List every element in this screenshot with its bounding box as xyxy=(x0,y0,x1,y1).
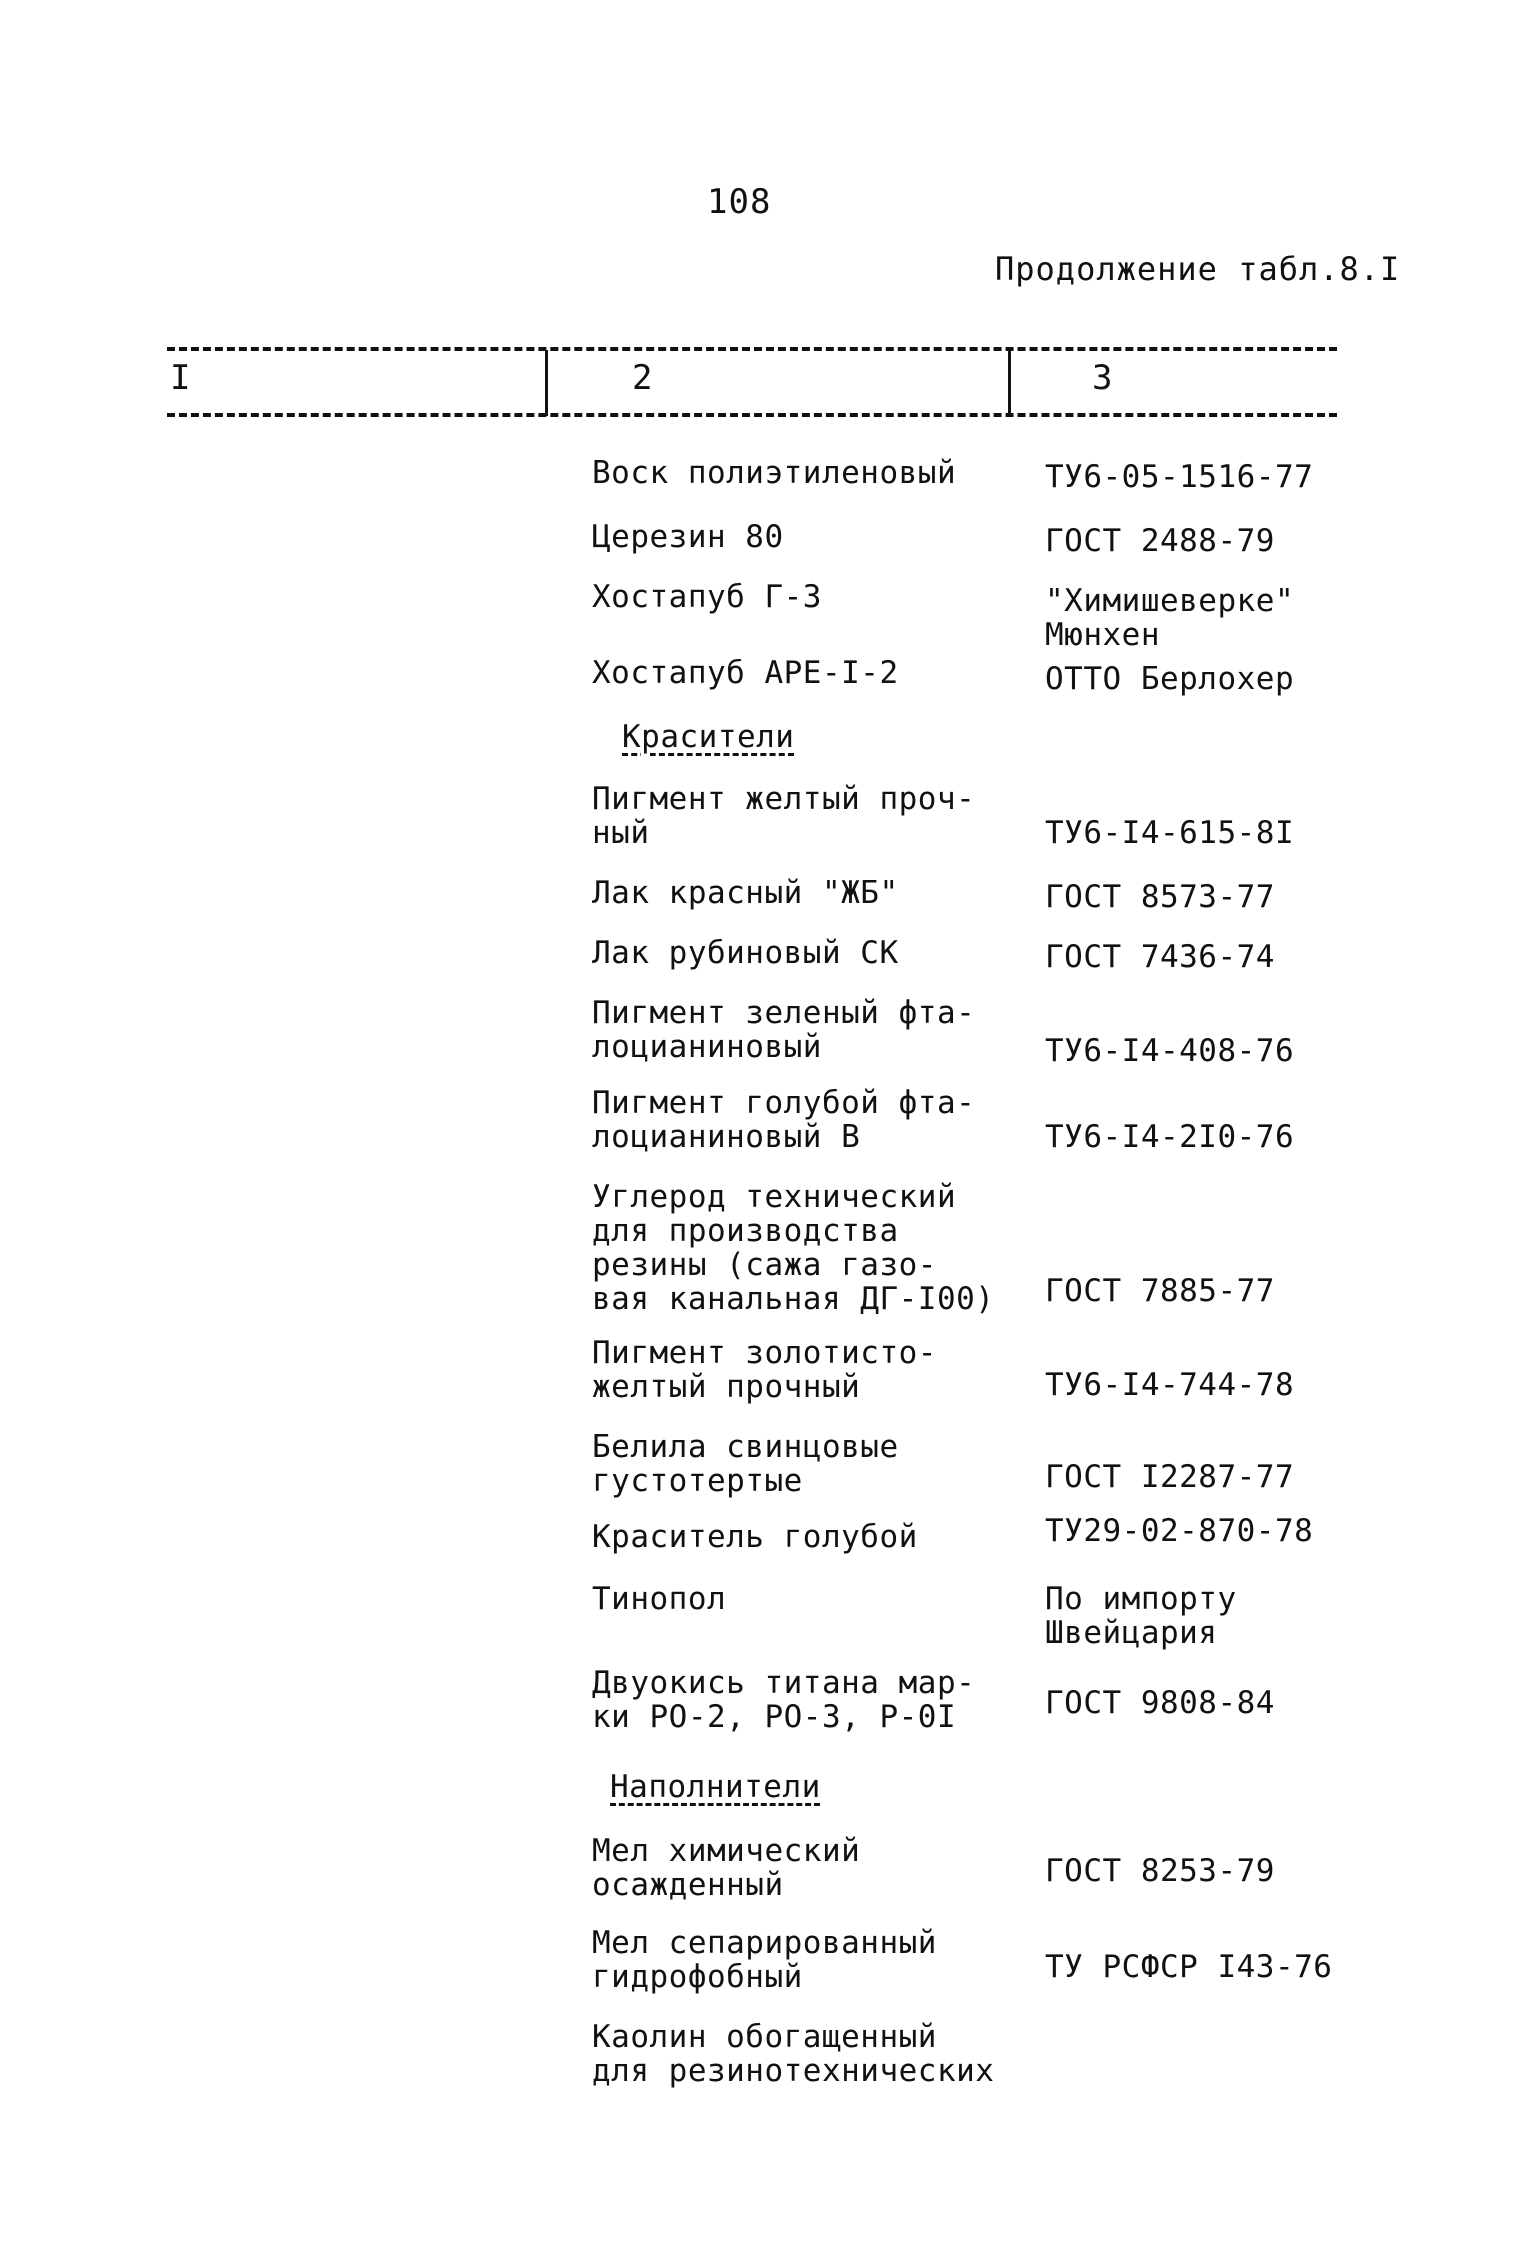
column-separator-1 xyxy=(545,350,548,416)
continuation-title: Продолжение табл.8.I xyxy=(995,250,1401,288)
table-row-name: Мел химический осажденный xyxy=(592,1833,861,1903)
table-row-name: Хостапуб Г-3 xyxy=(592,579,822,615)
column-header-1: I xyxy=(170,358,191,398)
table-row-doc: ТУ6-I4-408-76 xyxy=(1045,1033,1295,1069)
table-row-doc: ГОСТ 2488-79 xyxy=(1045,523,1275,559)
table-row-name: Церезин 80 xyxy=(592,519,784,555)
table-row-name: Хостапуб АРЕ-I-2 xyxy=(592,655,899,691)
table-row-doc: ТУ29-02-870-78 xyxy=(1045,1513,1314,1549)
column-header-2: 2 xyxy=(632,358,653,398)
table-row-doc: ГОСТ 9808-84 xyxy=(1045,1685,1275,1721)
table-row-doc: ТУ РСФСР I43-76 xyxy=(1045,1949,1333,1985)
table-row-doc: ГОСТ 7885-77 xyxy=(1045,1273,1275,1309)
table-row-doc: ТУ6-05-1516-77 xyxy=(1045,459,1314,495)
column-header-3: 3 xyxy=(1092,358,1113,398)
table-row-doc: ГОСТ 7436-74 xyxy=(1045,939,1275,975)
table-row-name: Пигмент золотисто- желтый прочный xyxy=(592,1335,937,1405)
table-row-name: Каолин обогащенный для резинотехнических xyxy=(592,2019,995,2089)
table-row-name: Лак рубиновый СК xyxy=(592,935,899,971)
table-row-name: Мел сепарированный гидрофобный xyxy=(592,1925,937,1995)
table-row-doc: "Химишеверке" Мюнхен xyxy=(1045,583,1295,653)
table-row-name: Углерод технический для производства резины (сажа газо- вая канальная ДГ-I00) xyxy=(592,1179,995,1317)
table-row-name: Воск полиэтиленовый xyxy=(592,455,957,491)
table-row-name: Лак красный "ЖБ" xyxy=(592,875,899,911)
table-row-doc: По импорту Швейцария xyxy=(1045,1581,1237,1651)
column-separator-2 xyxy=(1008,350,1011,416)
table-row-name: Двуокись титана мар- ки РО-2, РО-3, Р-0I xyxy=(592,1665,976,1735)
table-row-doc: ТУ6-I4-615-8I xyxy=(1045,815,1295,851)
table-row-name: Краситель голубой xyxy=(592,1519,918,1555)
section-title-fillers: Наполнители xyxy=(610,1769,821,1805)
table-row-doc: ТУ6-I4-2I0-76 xyxy=(1045,1119,1295,1155)
table-row-name: Пигмент голубой фта- лоцианиновый В xyxy=(592,1085,976,1155)
table-row-doc: ОТТО Берлохер xyxy=(1045,661,1295,697)
table-row-doc: ГОСТ I2287-77 xyxy=(1045,1459,1295,1495)
table-row-name: Пигмент зеленый фта- лоцианиновый xyxy=(592,995,976,1065)
table-row-name: Пигмент желтый проч- ный xyxy=(592,781,976,851)
table-row-name: Белила свинцовые густотертые xyxy=(592,1429,899,1499)
table-header-rule-bottom xyxy=(167,413,1337,417)
section-title-dyes: Красители xyxy=(622,719,795,755)
table-row-doc: ГОСТ 8253-79 xyxy=(1045,1853,1275,1889)
table-header-rule-top xyxy=(167,347,1337,351)
table-row-doc: ТУ6-I4-744-78 xyxy=(1045,1367,1295,1403)
page-number: 108 xyxy=(707,182,772,222)
table-row-doc: ГОСТ 8573-77 xyxy=(1045,879,1275,915)
table-row-name: Тинопол xyxy=(592,1581,727,1617)
